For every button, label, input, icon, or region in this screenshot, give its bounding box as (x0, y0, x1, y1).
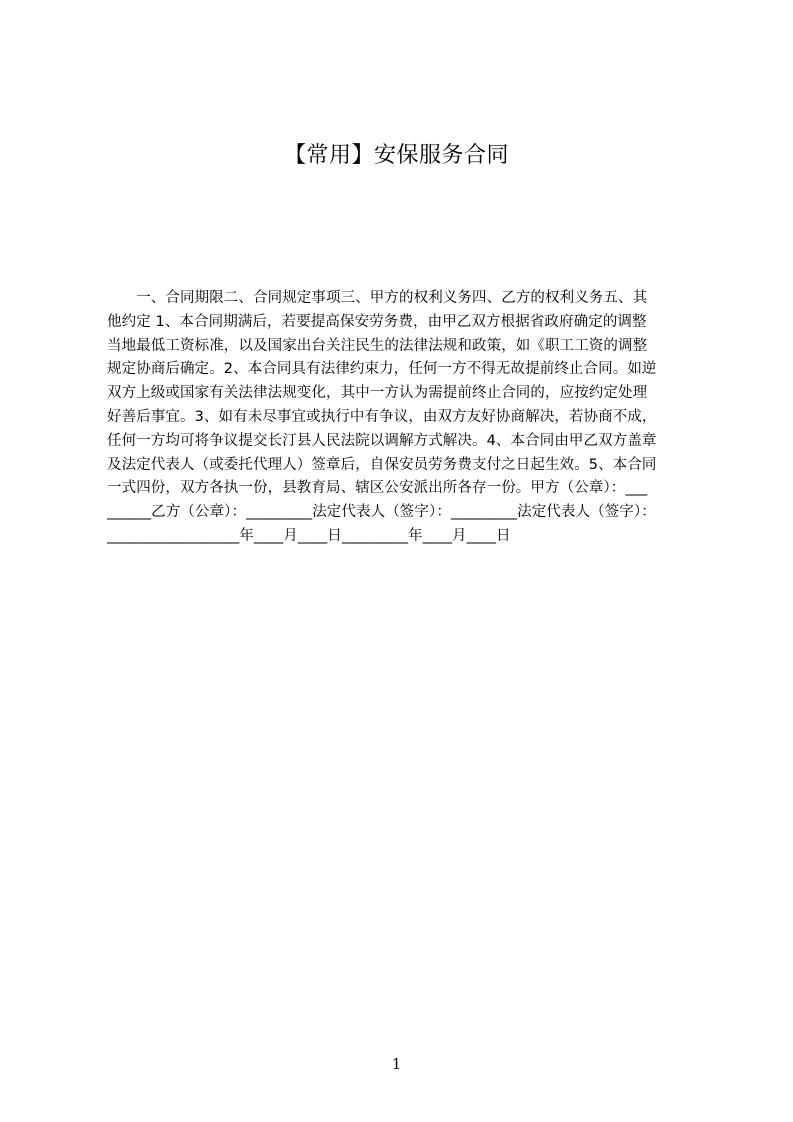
body-line-11: __________________年____月____日_________年____月____日 (107, 527, 511, 544)
page-number: 1 (391, 1055, 402, 1073)
body-line-2: 他约定 1、本合同期满后，若要提高保安劳务费，由甲乙双方根据省政府确定的调整 (107, 313, 647, 330)
body-line-8: 及法定代表人（或委托代理人）签章后，自保安员劳务费支付之日起生效。5、本合同 (107, 456, 657, 473)
document-title: 【常用】安保服务合同 (283, 143, 509, 168)
body-line-1: 一、合同期限二、合同规定事项三、甲方的权利义务四、乙方的权利义务五、其 (107, 290, 648, 306)
body-line-10: ______乙方（公章）：_________法定代表人（签字）：_________法定代表人（签字）： (107, 504, 656, 521)
body-line-4: 规定协商后确定。2、本合同具有法律约束力，任何一方不得无故提前终止合同。如逆 (107, 361, 657, 378)
contract-body (107, 287, 697, 587)
body-line-7: 任何一方均可将争议提交长汀县人民法院以调解方式解决。4、本合同由甲乙双方盖章 (107, 432, 657, 449)
body-line-9: 一式四份，双方各执一份，县教育局、辖区公安派出所各存一份。甲方（公章）：___ (107, 480, 648, 497)
body-line-3: 当地最低工资标准，以及国家出台关注民生的法律法规和政策，如《职工工资的调整 (107, 337, 648, 354)
body-line-5: 双方上级或国家有关法律法规变化，其中一方认为需提前终止合同的，应按约定处理 (107, 385, 648, 402)
body-line-6: 好善后事宜。3、如有未尽事宜或执行中有争议，由双方友好协商解决，若协商不成， (107, 408, 657, 425)
